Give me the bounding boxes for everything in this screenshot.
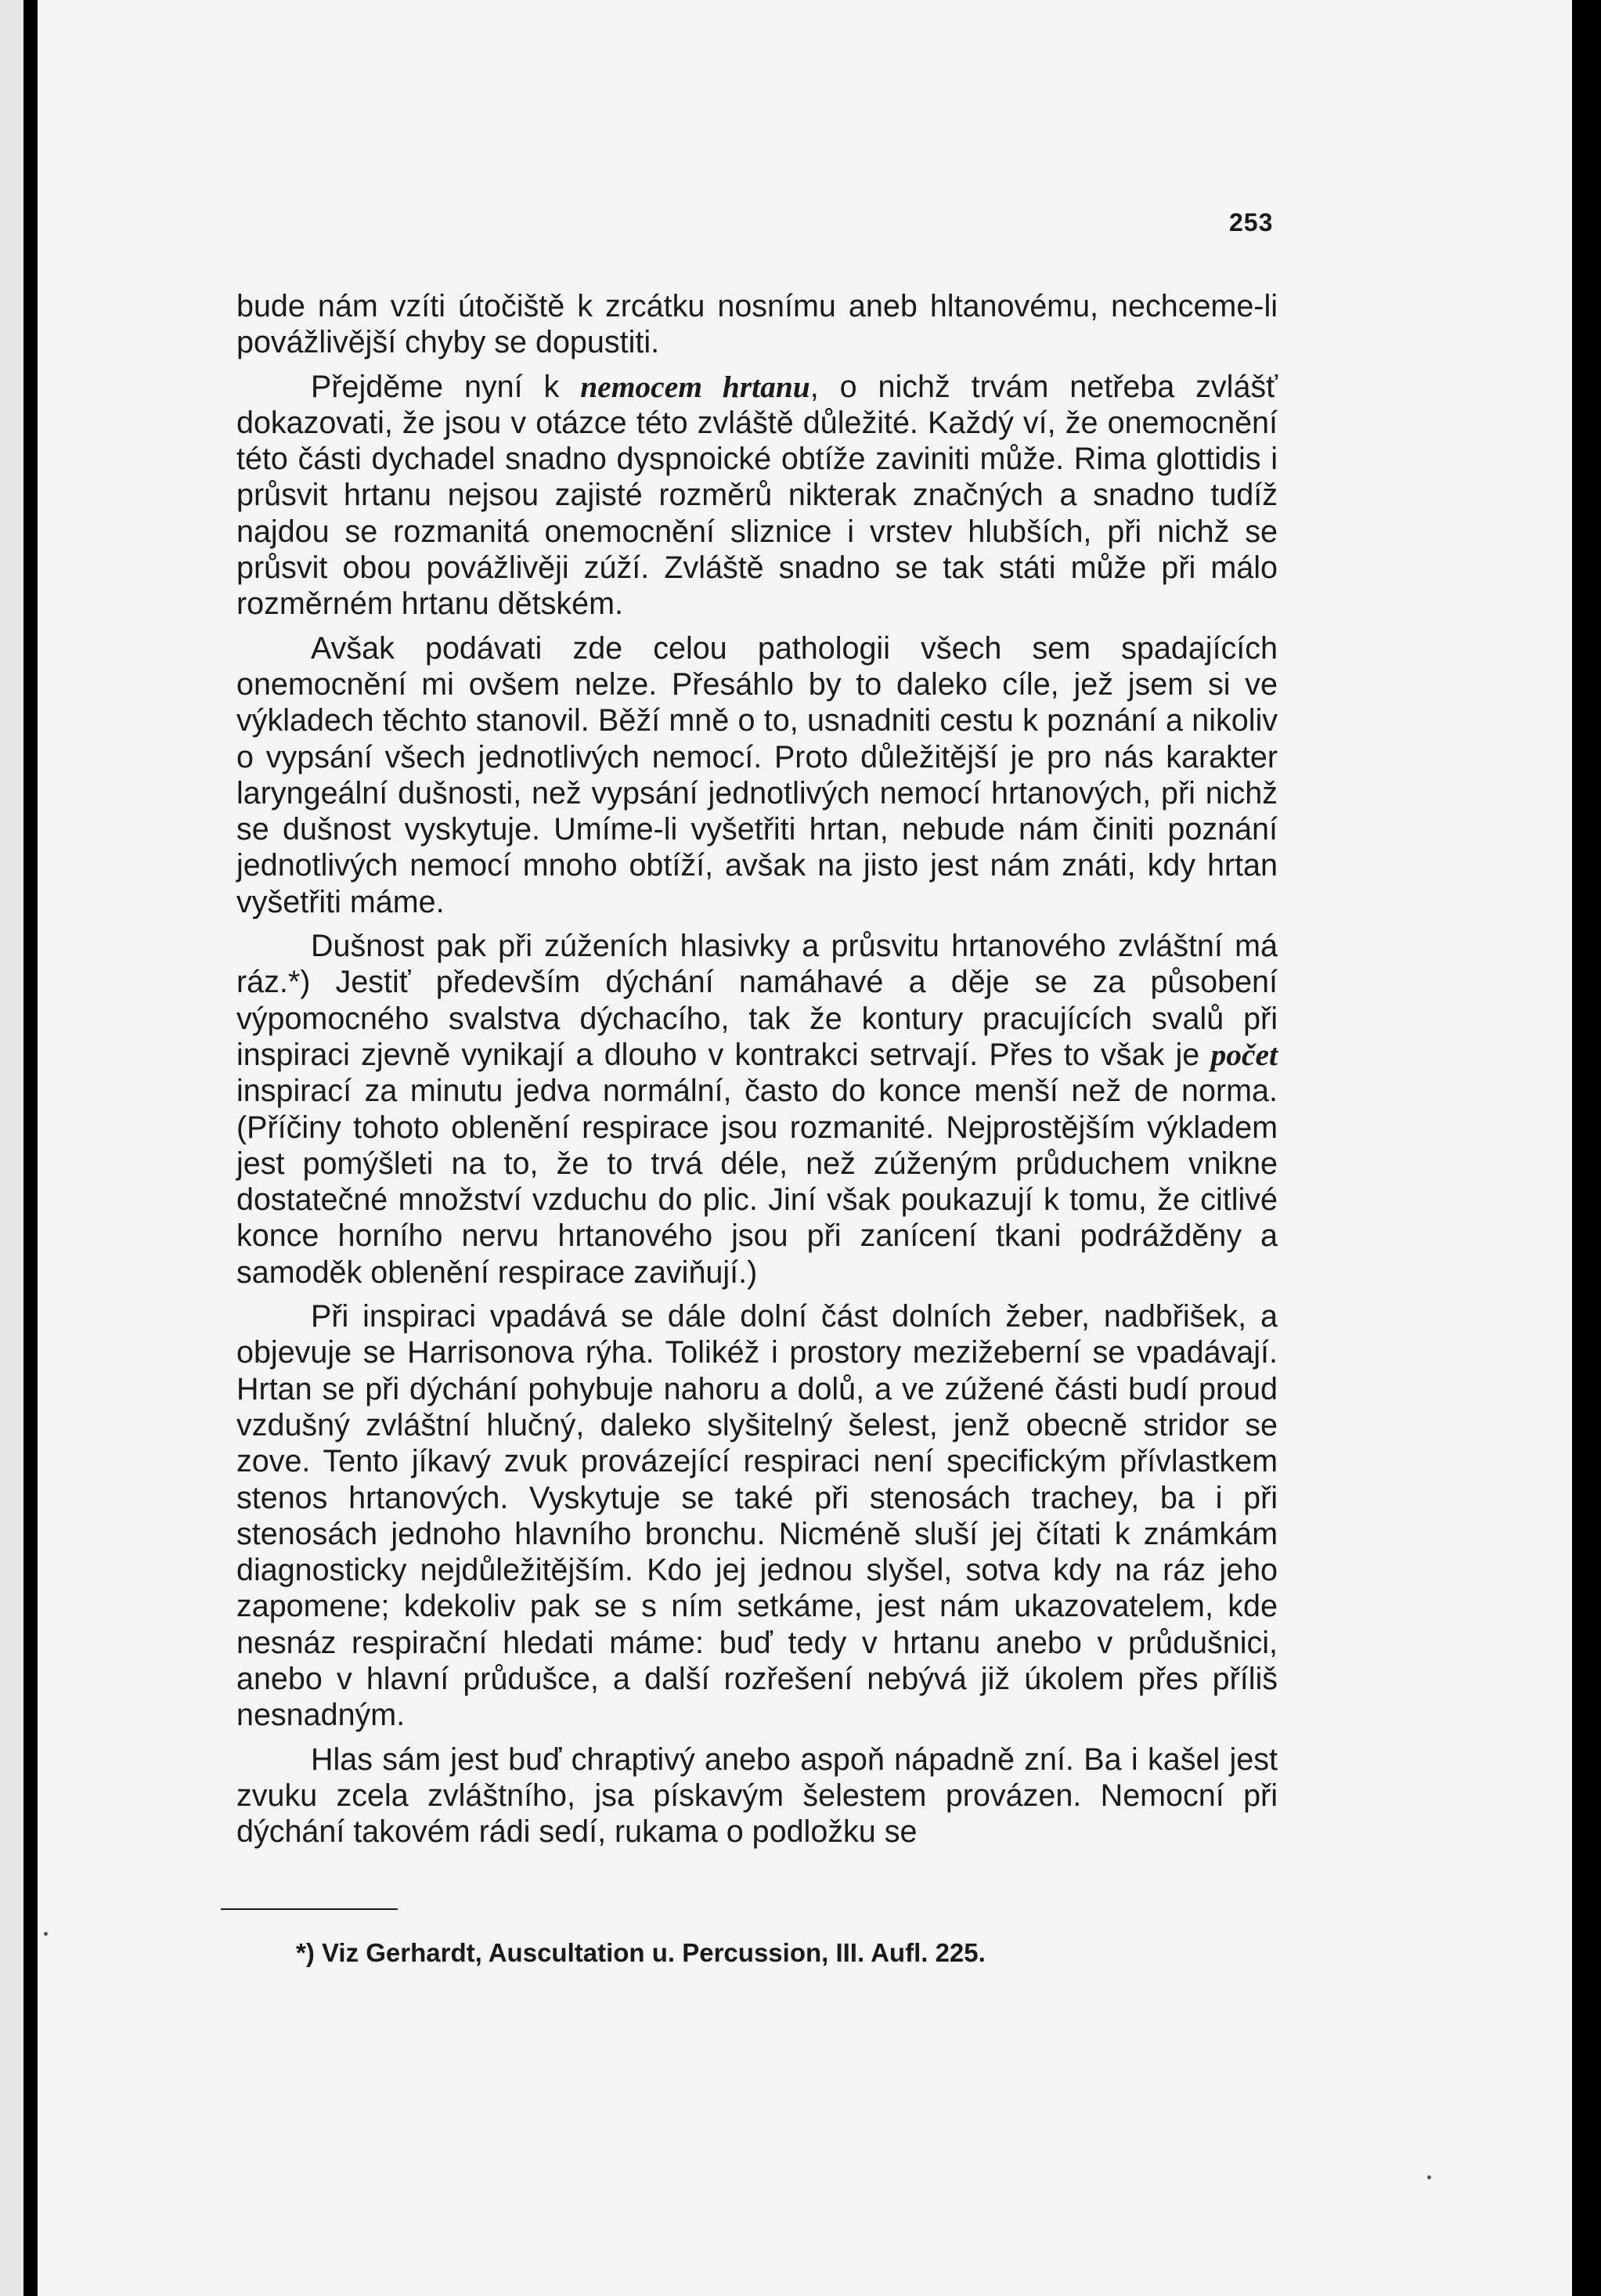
- emphasized-text: nemocem hrtanu: [580, 369, 810, 404]
- emphasized-text: počet: [1210, 1037, 1278, 1072]
- scan-left-shadow: [23, 0, 38, 2296]
- paragraph-text: , o nichž trvám netřeba zvlášť dokazovati, že jsou v otázce této zvláště důležité. Každý ví, že onemocnění této části dychadel snadno dyspnoické obtíže zaviniti může. Rima glottidis i průsvit hrtanu nejsou zajisté rozměrů nikterak značných a snadno tudíž najdou se rozmanitá onemocnění sliznice i vrstev hlubších, při nichž se průsvit obou povážlivěji zúží. Zvláště snadno se tak státi může při málo rozměrném hrtanu dětském.: [236, 369, 1278, 622]
- paragraph-text: Avšak podávati zde celou pathologii všech sem spadajících onemocnění mi ovšem nelze. Přesáhlo by to daleko cíle, jež jsem si ve výkladech těchto stanovil. Běží mně o to, usnadniti cestu k poznání a nikoliv o vypsání všech jednotlivých nemocí. Proto důležitější je pro nás karakter laryngeální dušnosti, než vypsání jednotlivých nemocí hrtanových, při nichž se dušnost vyskytuje. Umíme-li vyšetřiti hrtan, nebude nám činiti poznání jednotlivých nemocí mnoho obtíží, avšak na jisto jest nám znáti, kdy hrtan vyšetřiti máme.: [236, 630, 1278, 919]
- scan-speck: [44, 1932, 48, 1936]
- scan-left-margin: [0, 0, 23, 2296]
- paragraph: [236, 288, 1278, 361]
- paragraph: [236, 630, 1278, 920]
- paragraph-text: Přejděme nyní k: [311, 369, 581, 404]
- paragraph-text: Hlas sám jest buď chraptivý anebo aspoň nápadně zní. Ba i kašel jest zvuku zcela zvláštního, jsa pískavým šelestem provázen. Nemocní při dýchání takovém rádi sedí, rukama o podložku se: [236, 1742, 1278, 1850]
- page-number: 253: [1229, 208, 1274, 236]
- paragraph-text: bude nám vzíti útočiště k zrcátku nosnímu aneb hltanovému, nechceme-li povážlivější chyby se dopustiti.: [236, 289, 1278, 360]
- paragraph-text: Při inspiraci vpadává se dále dolní část dolních žeber, nadbřišek, a objevuje se Harrisonova rýha. Tolikéž i prostory mezižeberní se vpadávají. Hrtan se při dýchání pohybuje nahoru a dolů, a ve zúžené části budí proud vzdušný zvláštní hlučný, daleko slyšitelný šelest, jenž obecně stridor se zove. Tento jíkavý zvuk provázející respiraci není specifickým přívlastkem stenos hrtanových. Vyskytuje se také při stenosách trachey, ba i při stenosách jednoho hlavního bronchu. Nicméně sluší jej čítati k známkám diagnosticky nejdůležitějším. Kdo jej jednou slyšel, sotva kdy na ráz jeho zapomene; kdekoliv pak se s ním setkáme, jest nám ukazovatelem, kde nesnáz respirační hledati máme: buď tedy v hrtanu anebo v průdušnici, anebo v hlavní průdušce, a další rozřešení nebývá již úkolem přes příliš nesnadným.: [236, 1299, 1278, 1733]
- footnote-separator: [221, 1908, 398, 1910]
- paragraph: [236, 928, 1278, 1291]
- scan-right-shadow: [1572, 0, 1601, 2296]
- paragraph: [236, 1298, 1278, 1734]
- scan-speck: [1427, 2175, 1431, 2179]
- footnote: *) Viz Gerhardt, Auscultation u. Percussion, III. Aufl. 225.: [296, 1938, 986, 1967]
- paragraph-text: Dušnost pak při zúženích hlasivky a průsvitu hrtanového zvláštní má ráz.*) Jestiť především dýchání namáhavé a děje se za působení výpomocného svalstva dýchacího, tak že kontury pracujících svalů při inspiraci zjevně vynikají a dlouho v kontrakci setrvají. Přes to však je: [236, 929, 1278, 1072]
- body-text: [236, 288, 1278, 1850]
- paragraph: [236, 1742, 1278, 1850]
- paragraph: [236, 369, 1278, 623]
- paragraph-text: inspirací za minutu jedva normální, často do konce menší než de norma. (Příčiny tohoto oblenění respirace jsou rozmanité. Nejprostějším výkladem jest pomýšleti na to, že to trvá déle, než zúženým průduchem vnikne dostatečné množství vzduchu do plic. Jiní však poukazují k tomu, že citlivé konce horního nervu hrtanového jsou při zanícení tkani podrážděny a samoděk oblenění respirace zaviňují.): [236, 1074, 1278, 1290]
